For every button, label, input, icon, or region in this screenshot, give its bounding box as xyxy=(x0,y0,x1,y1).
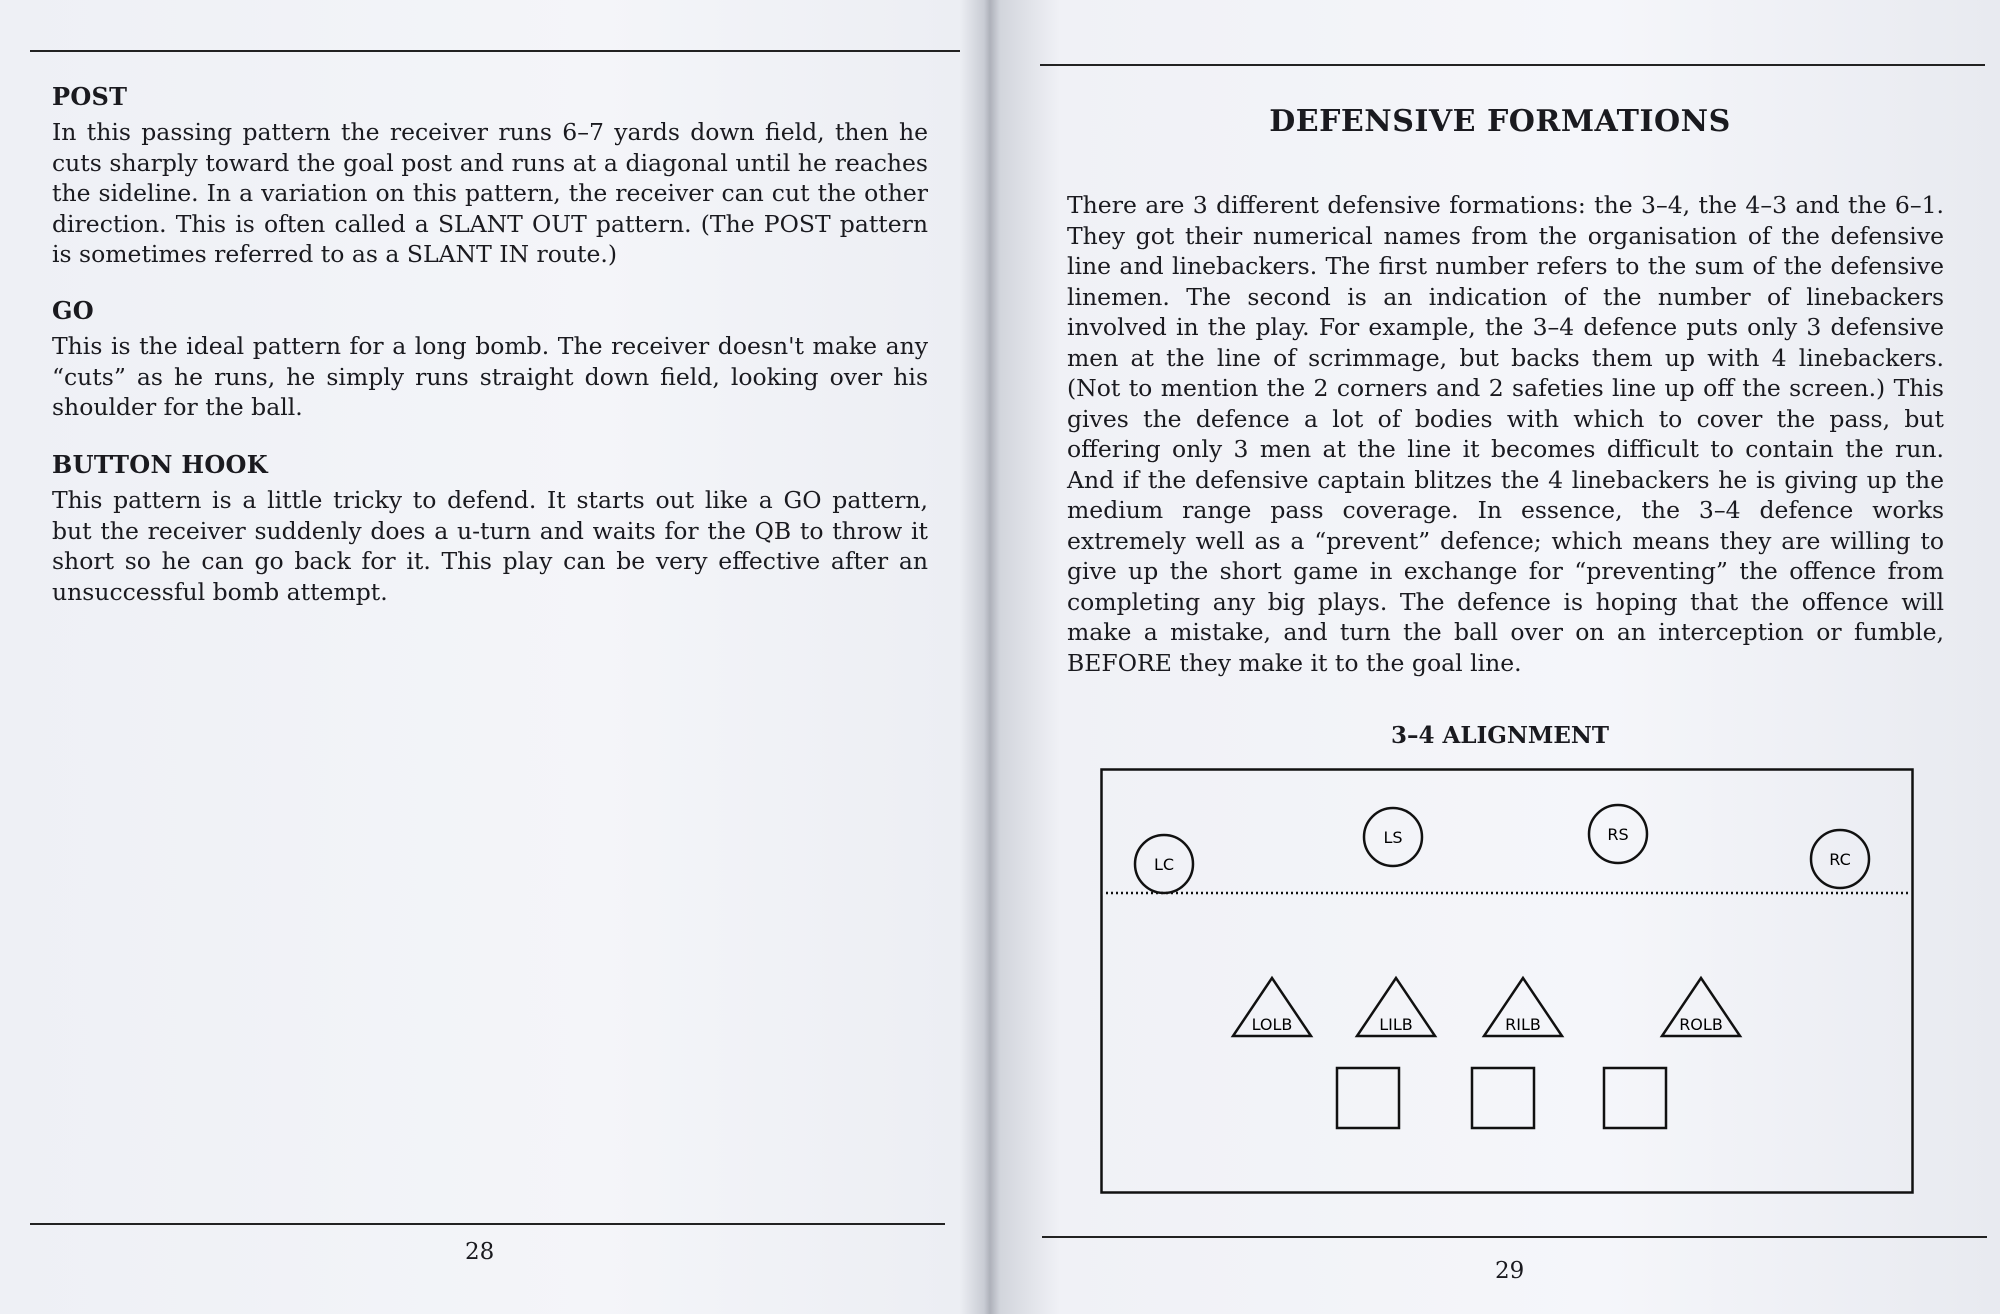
section-text-button-hook: This pattern is a little tricky to defend. It starts out like a GO pattern, but the receiver suddenly does a u-turn and waits for the QB to throw it short so he can go back for it. This play can be very effective after an unsuccessful bomb attempt. xyxy=(52,486,928,606)
lineman-right xyxy=(1604,1068,1666,1128)
back-lc-label: LC xyxy=(1153,855,1175,874)
back-rs xyxy=(1589,805,1647,863)
linebacker-rolb xyxy=(1662,978,1740,1036)
page-number-right: 29 xyxy=(1495,1258,1525,1284)
top-rule xyxy=(1040,64,1985,66)
linebacker-lolb xyxy=(1233,978,1311,1036)
section-heading-post: POST xyxy=(52,82,128,111)
page-title: DEFENSIVE FORMATIONS xyxy=(1269,104,1731,139)
linebacker-rolb-label: ROLB xyxy=(1679,1015,1723,1034)
back-ls-label: LS xyxy=(1383,828,1403,847)
diagram-title: 3–4 ALIGNMENT xyxy=(1390,722,1610,749)
bottom-rule xyxy=(1042,1236,1987,1238)
section-heading-button-hook: BUTTON HOOK xyxy=(52,450,268,479)
back-rc xyxy=(1811,830,1869,888)
page-number-left: 28 xyxy=(465,1239,495,1265)
back-lc xyxy=(1135,835,1193,893)
bottom-rule xyxy=(30,1223,945,1225)
section-text-post: In this passing pattern the receiver runs 6–7 yards down field, then he cuts sharply toward the goal post and runs at a diagonal until he reaches the sideline. In a variation on this pattern, the receiver can cut the other direction. This is often called a SLANT OUT pattern. (The POST pattern is sometimes referred to as a SLANT IN route.) xyxy=(52,118,928,268)
lineman-center xyxy=(1472,1068,1534,1128)
back-rs-label: RS xyxy=(1607,825,1629,844)
linebacker-lolb-label: LOLB xyxy=(1251,1015,1293,1034)
section-heading-go: GO xyxy=(52,296,95,325)
back-ls xyxy=(1364,808,1422,866)
left-page xyxy=(0,0,980,1314)
section-text-go: This is the ideal pattern for a long bomb. The receiver doesn't make any “cuts” as he runs, he simply runs straight down field, looking over his shoulder for the ball. xyxy=(52,332,928,421)
lineman-left xyxy=(1337,1068,1399,1128)
linebacker-lilb-label: LILB xyxy=(1379,1015,1413,1034)
body-text: There are 3 different defensive formations: the 3–4, the 4–3 and the 6–1. They got their numerical names from the organisation of the defensive line and linebackers. The first number refers to the sum of the defensive linemen. The second is an indication of the number of linebackers involved in the play. For example, the 3–4 defence puts only 3 defensive men at the line of scrimmage, but backs them up with 4 linebackers. (Not to mention the 2 corners and 2 safeties line up off the screen.) This gives the defence a lot of bodies with which to cover the pass, but offering only 3 men at the line it becomes difficult to contain the run. And if the defensive captain blitzes the 4 linebackers he is giving up the medium range pass coverage. In essence, the 3–4 defence works extremely well as a “prevent” defence; which means they are willing to give up the short game in exchange for “preventing” the offence from completing any big plays. The defence is hoping that the offence will make a mistake, and turn the ball over on an interception or fumble, BEFORE they make it to the goal line. xyxy=(1067,191,1944,677)
linebacker-lilb xyxy=(1357,978,1435,1036)
back-rc-label: RC xyxy=(1829,850,1851,869)
linebacker-rilb-label: RILB xyxy=(1505,1015,1541,1034)
alignment-diagram xyxy=(1100,768,1914,1194)
linebacker-rilb xyxy=(1484,978,1562,1036)
alignment-diagram-svg xyxy=(1100,768,1914,1194)
top-rule xyxy=(30,50,960,52)
